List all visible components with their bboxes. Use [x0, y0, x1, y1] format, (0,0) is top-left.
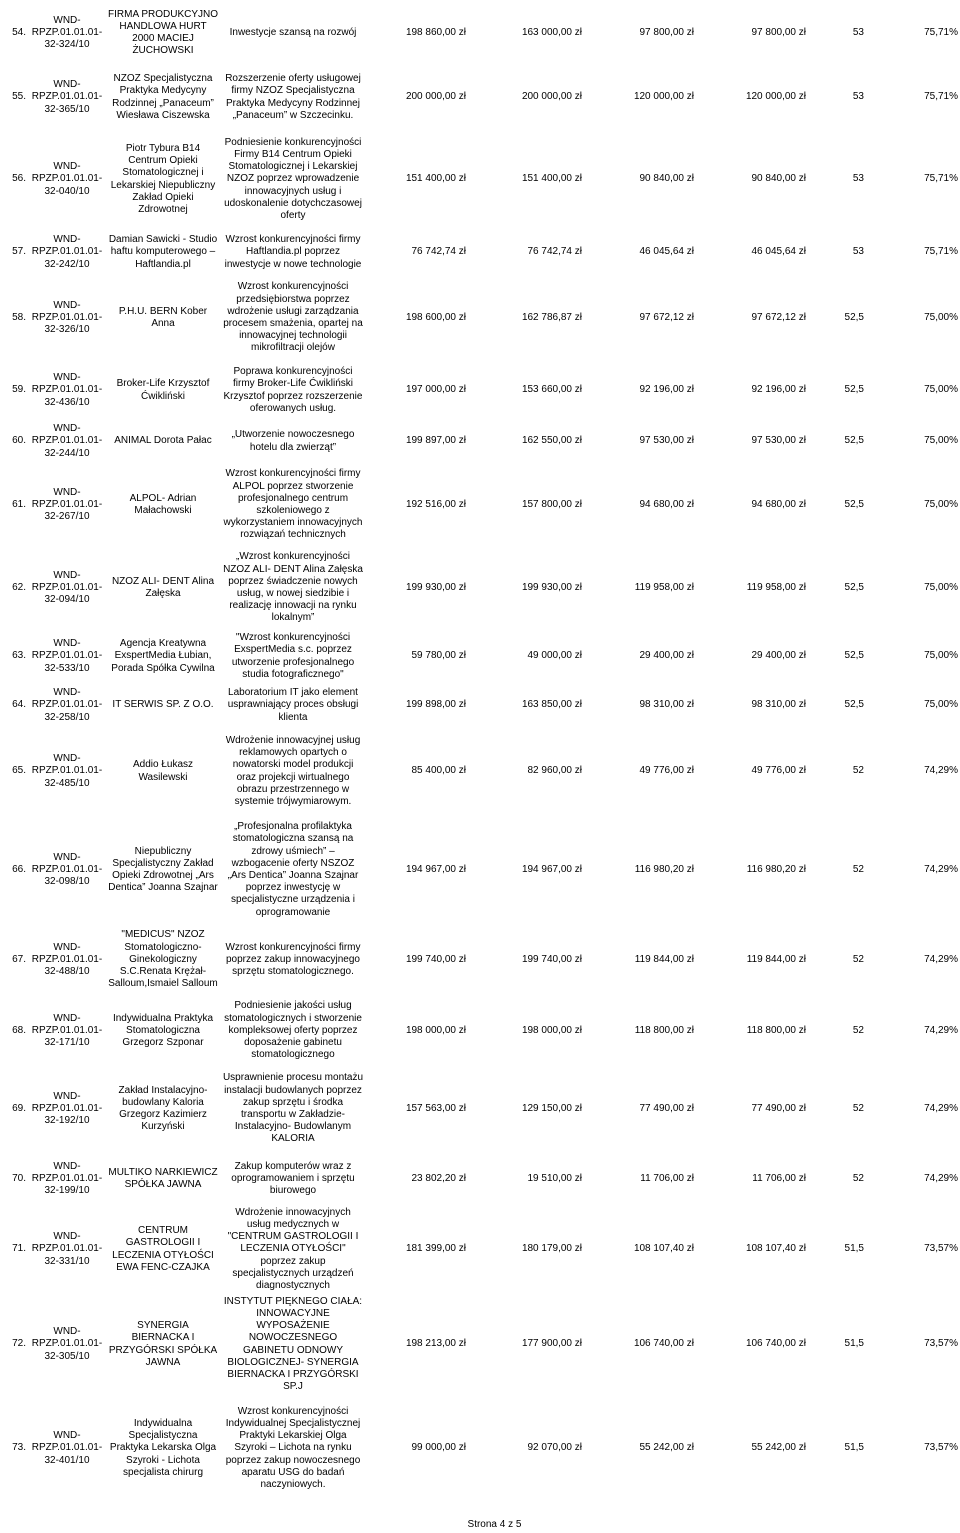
table-row: [0, 996, 960, 1066]
beneficiary-name: Broker-Life Krzysztof Ćwikliński: [116, 378, 210, 402]
table-row: [0, 275, 960, 361]
application-code: WND- RPZP.01.01.01- 32-040/10: [31, 161, 103, 197]
row-number: 72.: [12, 1338, 26, 1350]
beneficiary-name: CENTRUM GASTROLOGII I LECZENIA OTYŁOŚCI EWA FENC-CZAJKA: [112, 1225, 214, 1273]
percent: 73,57%: [924, 1338, 958, 1350]
total-value: 199 740,00 zł: [405, 953, 466, 965]
points: 52: [852, 863, 864, 875]
funding-requested: 119 844,00 zł: [634, 953, 694, 965]
funding-requested: 29 400,00 zł: [639, 650, 694, 662]
application-code: WND- RPZP.01.01.01- 32-324/10: [31, 14, 103, 51]
table-row: [0, 1066, 960, 1152]
funding-awarded: 77 490,00 zł: [751, 1102, 806, 1114]
percent: 75,00%: [924, 650, 958, 662]
funding-requested: 46 045,64 zł: [639, 246, 694, 258]
percent: 74,29%: [924, 765, 958, 777]
percent: 75,71%: [924, 246, 958, 258]
percent: 75,00%: [924, 498, 958, 510]
eligible-costs: 194 967,00 zł: [521, 863, 582, 875]
project-title: Wzrost konkurencyjności firmy ALPOL poprzez stworzenie profesjonalnego centrum szkoleniowego z wykorzystaniem innowacyjnych rozwiązań technicznych: [223, 468, 363, 541]
beneficiary-name: Damian Sawicki - Studio haftu komputerowego – Haftlandia.pl: [108, 234, 218, 270]
points: 52,5: [844, 498, 864, 510]
application-code: WND- RPZP.01.01.01- 32-171/10: [31, 1012, 103, 1049]
table-row: [0, 463, 960, 547]
beneficiary-name: "MEDICUS" NZOZ Stomatologiczno-Ginekologiczny S.C.Renata Krężał-Salloum,Ismaiel Salloum: [108, 929, 218, 990]
total-value: 76 742,74 zł: [411, 246, 466, 258]
row-number: 68.: [12, 1024, 26, 1036]
table-row: [0, 816, 960, 924]
application-code: WND- RPZP.01.01.01- 32-305/10: [31, 1326, 103, 1362]
total-value: 194 967,00 zł: [405, 863, 466, 875]
total-value: 59 780,00 zł: [411, 650, 466, 662]
funding-requested: 106 740,00 zł: [633, 1338, 694, 1350]
row-number: 65.: [12, 765, 26, 777]
beneficiary-name: Niepubliczny Specjalistyczny Zakład Opieki Zdrowotnej „Ars Dentica” Joanna Szajnar: [108, 845, 218, 894]
application-code: WND- RPZP.01.01.01- 32-094/10: [31, 569, 103, 606]
total-value: 198 860,00 zł: [405, 26, 466, 38]
points: 52: [852, 953, 864, 965]
percent: 74,29%: [924, 863, 958, 875]
total-value: 199 898,00 zł: [405, 699, 466, 711]
row-number: 67.: [12, 953, 26, 965]
points: 53: [852, 246, 864, 258]
funding-awarded: 119 958,00 zł: [746, 581, 806, 593]
funding-requested: 118 800,00 zł: [634, 1024, 694, 1036]
funding-requested: 97 672,12 zł: [639, 311, 694, 323]
row-number: 66.: [12, 863, 26, 875]
project-title: „Profesjonalna profilaktyka stomatologiczna szansą na zdrowy uśmiech” – wzbogacenie oferty NSZOZ „Ars Dentica” Joanna Szajnar poprzez inwestycję w specjalistyczne urządzenia i oprogramowanie: [227, 821, 359, 918]
beneficiary-name: SYNERGIA BIERNACKA I PRZYGÓRSKI SPÓŁKA JAWNA: [108, 1320, 218, 1368]
beneficiary-name: NZOZ ALI- DENT Alina Załęska: [111, 575, 215, 599]
project-title: Inwestycje szansą na rozwój: [229, 26, 357, 38]
funding-requested: 11 706,00 zł: [640, 1172, 694, 1184]
row-number: 55.: [12, 91, 26, 103]
funding-requested: 116 980,20 zł: [634, 863, 694, 875]
funding-requested: 55 242,00 zł: [639, 1442, 694, 1454]
points: 52: [852, 1102, 864, 1114]
project-title: Wzrost konkurencyjności Indywidualnej Specjalistycznej Praktyki Lekarskiej Olga Szyroki – Lichota na rynku poprzez zakup nowoczesnego aparatu USG do badań naczyniowych.: [225, 1405, 361, 1490]
funding-requested: 119 958,00 zł: [634, 581, 694, 593]
beneficiary-name: P.H.U. BERN Kober Anna: [118, 305, 208, 329]
total-value: 199 897,00 zł: [405, 435, 466, 447]
project-title: Wzrost konkurencyjności firmy poprzez zakup innowacyjnego sprzętu stomatologicznego.: [225, 941, 361, 978]
row-number: 59.: [12, 384, 26, 396]
funding-awarded: 55 242,00 zł: [751, 1442, 806, 1454]
percent: 73,57%: [924, 1243, 958, 1255]
total-value: 181 399,00 zł: [405, 1243, 466, 1255]
application-code: WND- RPZP.01.01.01- 32-244/10: [31, 423, 103, 459]
funding-awarded: 119 844,00 zł: [746, 953, 806, 965]
eligible-costs: 151 400,00 zł: [521, 173, 582, 185]
funding-awarded: 94 680,00 zł: [751, 498, 806, 510]
funding-awarded: 116 980,20 zł: [746, 863, 806, 875]
funding-requested: 97 800,00 zł: [639, 26, 694, 38]
table-row: [0, 129, 960, 230]
percent: 74,29%: [924, 1172, 958, 1184]
project-title: Zakup komputerów wraz z oprogramowaniem i sprzętu biurowego: [231, 1160, 355, 1197]
total-value: 85 400,00 zł: [411, 765, 466, 777]
eligible-costs: 76 742,74 zł: [527, 246, 582, 258]
table-row: [0, 924, 960, 996]
eligible-costs: 82 960,00 zł: [527, 765, 582, 777]
row-number: 63.: [12, 650, 26, 662]
eligible-costs: 92 070,00 zł: [527, 1442, 582, 1454]
total-value: 198 600,00 zł: [405, 311, 466, 323]
page-number: Strona 4 z 5: [467, 1519, 522, 1530]
project-title: Wdrożenie innowacyjnej usług reklamowych opartych o nowatorski model produkcji oraz projekcji wirtualnego obrazu przestrzennego w systemie trójwymiarowym.: [225, 734, 361, 807]
project-title: „Utworzenie nowoczesnego hotelu dla zwierząt”: [231, 429, 355, 453]
beneficiary-name: ALPOL- Adrian Małachowski: [129, 492, 197, 516]
funding-awarded: 49 776,00 zł: [751, 765, 806, 777]
percent: 74,29%: [924, 1024, 958, 1036]
beneficiary-name: Zakład Instalacyjno-budowlany Kaloria Grzegorz Kazimierz Kurzyński: [118, 1084, 208, 1133]
row-number: 60.: [12, 435, 26, 447]
page-footer: [0, 1519, 960, 1530]
total-value: 151 400,00 zł: [405, 173, 466, 185]
project-title: Wzrost konkurencyjności przedsiębiorstwa poprzez wdrożenie usługi zarządzania procesem smażenia, opartej na innowacyjnej technologii mikrofiltracji olejów: [223, 281, 363, 354]
row-number: 56.: [12, 173, 26, 185]
eligible-costs: 129 150,00 zł: [521, 1102, 582, 1114]
row-number: 69.: [12, 1102, 26, 1114]
points: 51,5: [844, 1338, 864, 1350]
total-value: 198 000,00 zł: [405, 1024, 466, 1036]
application-code: WND- RPZP.01.01.01- 32-331/10: [31, 1231, 103, 1267]
funding-requested: 97 530,00 zł: [639, 435, 694, 447]
funding-requested: 92 196,00 zł: [639, 384, 694, 396]
points: 52: [852, 1172, 864, 1184]
eligible-costs: 198 000,00 zł: [521, 1024, 582, 1036]
percent: 74,29%: [924, 953, 958, 965]
funding-requested: 98 310,00 zł: [639, 699, 694, 711]
project-title: Podniesienie jakości usług stomatologicznych i stworzenie kompleksowej oferty poprzez doposażenie gabinetu stomatologicznego: [224, 1000, 362, 1061]
funding-awarded: 97 530,00 zł: [751, 435, 806, 447]
percent: 75,71%: [924, 26, 958, 38]
table-row: [0, 230, 960, 275]
project-title: INSTYTUT PIĘKNEGO CIAŁA: INNOWACYJNE WYPOSAŻENIE NOWOCZESNEGO GABINETU ODNOWY BIOLOGICZNEJ- SYNERGIA BIERNACKA I PRZYGÓRSKI SP.J: [223, 1295, 363, 1393]
points: 52: [852, 1024, 864, 1036]
application-code: WND- RPZP.01.01.01- 32-326/10: [31, 299, 103, 336]
application-code: WND- RPZP.01.01.01- 32-436/10: [31, 372, 103, 408]
funding-awarded: 97 672,12 zł: [751, 311, 806, 323]
row-number: 71.: [12, 1243, 26, 1255]
table-row: [0, 0, 960, 66]
beneficiary-name: Piotr Tybura B14 Centrum Opieki Stomatologicznej i Lekarskiej Niepubliczny Zakład Opieki Zdrowotnej: [110, 142, 216, 215]
funding-awarded: 106 740,00 zł: [745, 1338, 806, 1350]
funding-awarded: 11 706,00 zł: [752, 1172, 806, 1184]
percent: 75,00%: [924, 699, 958, 711]
percent: 74,29%: [924, 1102, 958, 1114]
funding-awarded: 29 400,00 zł: [751, 650, 806, 662]
row-number: 73.: [12, 1442, 26, 1454]
table-row: [0, 361, 960, 420]
row-number: 70.: [12, 1172, 26, 1184]
points: 52,5: [844, 699, 864, 711]
funding-requested: 94 680,00 zł: [639, 498, 694, 510]
funding-awarded: 46 045,64 zł: [751, 246, 806, 258]
funding-awarded: 97 800,00 zł: [751, 26, 806, 38]
application-code: WND- RPZP.01.01.01- 32-267/10: [31, 486, 103, 523]
eligible-costs: 162 786,87 zł: [521, 311, 582, 323]
beneficiary-name: Indywidualna Praktyka Stomatologiczna Grzegorz Szponar: [112, 1012, 214, 1049]
table-row: [0, 547, 960, 629]
percent: 75,71%: [924, 91, 958, 103]
table-row: [0, 727, 960, 816]
project-title: Poprawa konkurencyjności firmy Broker-Life Ćwikliński Krzysztof poprzez rozszerzenie oferowanych usług.: [223, 366, 363, 414]
table-row: [0, 420, 960, 463]
points: 52,5: [844, 435, 864, 447]
total-value: 23 802,20 zł: [411, 1172, 466, 1184]
percent: 75,00%: [924, 311, 958, 323]
row-number: 62.: [12, 581, 26, 593]
eligible-costs: 19 510,00 zł: [527, 1172, 582, 1184]
beneficiary-name: IT SERWIS SP. Z O.O.: [112, 699, 214, 711]
points: 52,5: [844, 311, 864, 323]
funding-requested: 108 107,40 zł: [633, 1243, 694, 1255]
application-code: WND- RPZP.01.01.01- 32-401/10: [31, 1430, 103, 1466]
points: 53: [852, 173, 864, 185]
percent: 75,00%: [924, 384, 958, 396]
table-row: [0, 684, 960, 727]
points: 52,5: [844, 581, 864, 593]
points: 51,5: [844, 1243, 864, 1255]
application-code: WND- RPZP.01.01.01- 32-098/10: [31, 851, 103, 888]
project-title: „Wzrost konkurencyjności NZOZ ALI- DENT Alina Załęska poprzez świadczenie nowych usług, w nowej siedzibie i realizację innowacji na rynku lokalnym”: [223, 551, 363, 624]
eligible-costs: 49 000,00 zł: [527, 650, 582, 662]
project-title: Wzrost konkurencyjności firmy Haftlandia.pl poprzez inwestycje w nowe technologie: [224, 234, 362, 270]
application-code: WND- RPZP.01.01.01- 32-199/10: [31, 1160, 103, 1197]
beneficiary-name: ANIMAL Dorota Pałac: [114, 435, 212, 447]
row-number: 64.: [12, 699, 26, 711]
total-value: 157 563,00 zł: [405, 1102, 466, 1114]
funding-awarded: 108 107,40 zł: [745, 1243, 806, 1255]
funding-awarded: 118 800,00 zł: [746, 1024, 806, 1036]
eligible-costs: 157 800,00 zł: [521, 498, 582, 510]
table-row: [0, 66, 960, 129]
project-title: Rozszerzenie oferty usługowej firmy NZOZ Specjalistyczna Praktyka Medycyny Rodzinnej „Panaceum” w Szczecinku.: [225, 73, 361, 121]
application-code: WND- RPZP.01.01.01- 32-192/10: [31, 1090, 103, 1127]
eligible-costs: 200 000,00 zł: [521, 91, 582, 103]
eligible-costs: 177 900,00 zł: [521, 1338, 582, 1350]
table-row: [0, 1293, 960, 1396]
eligible-costs: 180 179,00 zł: [521, 1243, 582, 1255]
table-row: [0, 1396, 960, 1501]
total-value: 199 930,00 zł: [405, 581, 466, 593]
beneficiary-name: Indywidualna Specjalistyczna Praktyka Lekarska Olga Szyroki - Lichota specjalista chirurg: [109, 1417, 217, 1478]
eligible-costs: 163 000,00 zł: [521, 26, 582, 38]
application-code: WND- RPZP.01.01.01- 32-365/10: [31, 79, 103, 115]
funding-awarded: 90 840,00 zł: [751, 173, 806, 185]
eligible-costs: 199 930,00 zł: [521, 581, 582, 593]
points: 51,5: [844, 1442, 864, 1454]
project-title: Podniesienie konkurencyjności Firmy B14 Centrum Opieki Stomatologicznej i Lekarskiej NZOZ poprzez wprowadzenie innowacyjnych usług i udoskonalenie dotychczasowej oferty: [224, 136, 362, 221]
row-number: 58.: [12, 311, 26, 323]
beneficiary-name: MULTIKO NARKIEWICZ SPÓŁKA JAWNA: [108, 1166, 218, 1190]
funding-awarded: 120 000,00 zł: [745, 91, 806, 103]
project-title: Laboratorium IT jako element usprawniający proces obsługi klienta: [227, 687, 359, 723]
table-row: [0, 1152, 960, 1206]
points: 52,5: [844, 650, 864, 662]
application-code: WND- RPZP.01.01.01- 32-488/10: [31, 941, 103, 978]
points: 53: [852, 91, 864, 103]
row-number: 61.: [12, 498, 26, 510]
row-number: 54.: [12, 26, 26, 38]
project-title: "Wzrost konkurencyjności ExspertMedia s.c. poprzez utworzenie profesjonalnego studia fotograficznego": [231, 632, 355, 680]
points: 52,5: [844, 384, 864, 396]
funding-requested: 77 490,00 zł: [639, 1102, 694, 1114]
table-row: [0, 1206, 960, 1293]
project-title: Usprawnienie procesu montażu instalacji budowlanych poprzez zakup sprzętu i środka transportu w Zakładzie-Instalacyjno- Budowlanym KALORIA: [222, 1072, 364, 1145]
total-value: 200 000,00 zł: [405, 91, 466, 103]
eligible-costs: 199 740,00 zł: [521, 953, 582, 965]
eligible-costs: 163 850,00 zł: [521, 699, 582, 711]
table-row: [0, 629, 960, 684]
funding-requested: 90 840,00 zł: [639, 173, 694, 185]
percent: 73,57%: [924, 1442, 958, 1454]
funding-requested: 120 000,00 zł: [633, 91, 694, 103]
application-code: WND- RPZP.01.01.01- 32-485/10: [31, 753, 103, 789]
funding-requested: 49 776,00 zł: [639, 765, 694, 777]
total-value: 198 213,00 zł: [405, 1338, 466, 1350]
beneficiary-name: Agencja Kreatywna ExspertMedia Łubian, Porada Spółka Cywilna: [111, 638, 215, 674]
percent: 75,00%: [924, 435, 958, 447]
beneficiary-name: FIRMA PRODUKCYJNO HANDLOWA HURT 2000 MACIEJ ŻUCHOWSKI: [108, 8, 219, 57]
points: 52: [852, 765, 864, 777]
application-code: WND- RPZP.01.01.01- 32-258/10: [31, 687, 103, 723]
total-value: 197 000,00 zł: [405, 384, 466, 396]
beneficiary-name: NZOZ Specjalistyczna Praktyka Medycyny Rodzinnej „Panaceum” Wiesława Ciszewska: [112, 73, 214, 121]
funding-awarded: 92 196,00 zł: [751, 384, 806, 396]
project-title: Wdrożenie innowacyjnych usług medycznych w "CENTRUM GASTROLOGII I LECZENIA OTYŁOŚCI" poprzez zakup specjalistycznych urządzeń diagnostycznych: [227, 1206, 359, 1291]
beneficiary-name: Addio Łukasz Wasilewski: [132, 759, 194, 783]
points: 53: [852, 26, 864, 38]
application-code: WND- RPZP.01.01.01- 32-533/10: [31, 638, 103, 674]
eligible-costs: 162 550,00 zł: [521, 435, 582, 447]
total-value: 99 000,00 zł: [411, 1442, 466, 1454]
eligible-costs: 153 660,00 zł: [521, 384, 582, 396]
application-code: WND- RPZP.01.01.01- 32-242/10: [31, 234, 103, 270]
funding-awarded: 98 310,00 zł: [751, 699, 806, 711]
percent: 75,00%: [924, 581, 958, 593]
row-number: 57.: [12, 246, 26, 258]
percent: 75,71%: [924, 173, 958, 185]
total-value: 192 516,00 zł: [405, 498, 466, 510]
